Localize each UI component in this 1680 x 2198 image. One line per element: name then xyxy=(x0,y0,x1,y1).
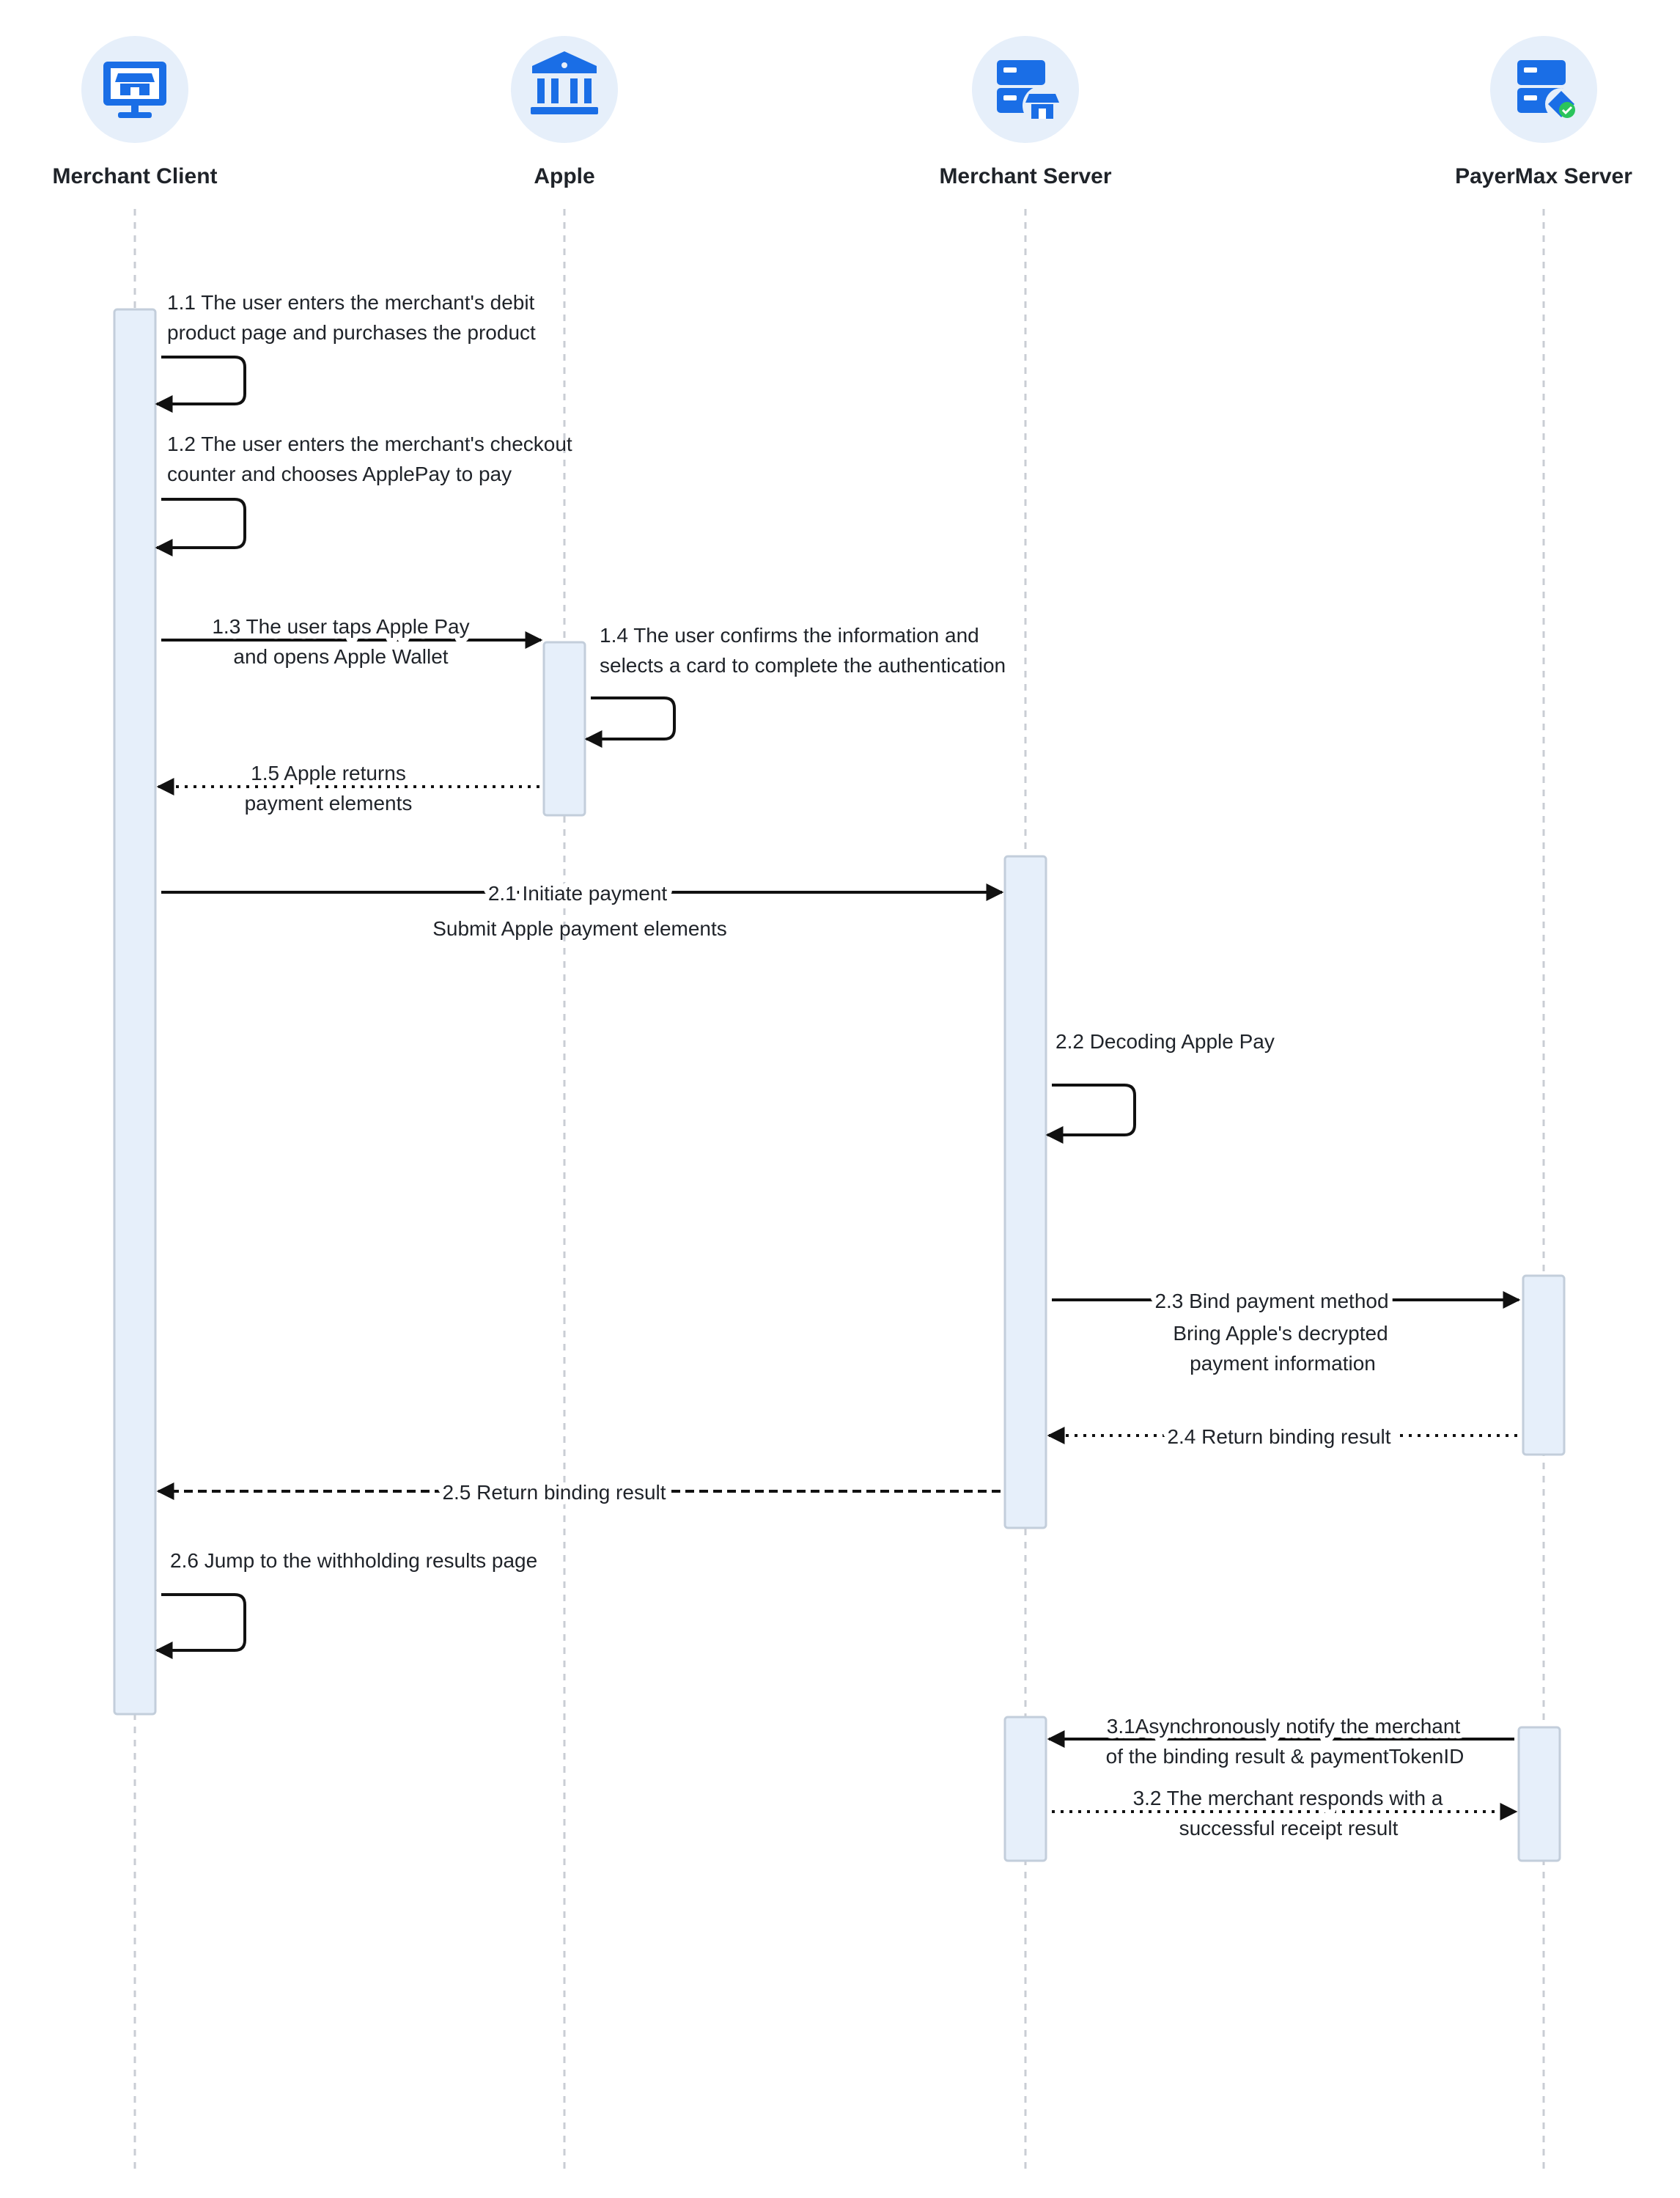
actor-label-apple: Apple xyxy=(534,164,595,188)
activation-merchant-server-1 xyxy=(1005,856,1046,1528)
message-2-1-line-1: 2.1 Initiate payment xyxy=(487,882,668,905)
message-2-2-line-1: 2.2 Decoding Apple Pay xyxy=(1055,1030,1275,1053)
message-2-6-line-1: 2.6 Jump to the withholding results page xyxy=(170,1549,538,1572)
message-1-1-line-2: product page and purchases the product xyxy=(167,321,536,344)
activation-payermax-server-2 xyxy=(1519,1727,1560,1861)
message-2-1-line-2: Submit Apple payment elements xyxy=(432,917,727,940)
actor-label-merchant-client: Merchant Client xyxy=(52,164,218,188)
message-1-1-line-1: 1.1 The user enters the merchant's debit xyxy=(167,291,535,314)
activation-apple xyxy=(544,642,585,815)
message-1-5 xyxy=(158,762,539,815)
message-3-2-line-1: 3.2 The merchant responds with a xyxy=(1132,1787,1443,1809)
message-3-1-line-1: 3.1Asynchronously notify the merchant xyxy=(1106,1715,1461,1738)
actor-merchant-client xyxy=(52,36,217,188)
message-1-4-line-2: selects a card to complete the authentication xyxy=(600,654,1006,677)
message-1-3 xyxy=(161,615,541,668)
message-2-3 xyxy=(1052,1290,1519,1375)
message-3-2-line-2: successful receipt result xyxy=(1179,1817,1399,1839)
activation-merchant-client xyxy=(114,309,155,1714)
actor-apple xyxy=(511,36,618,188)
message-1-2-line-2: counter and chooses ApplePay to pay xyxy=(167,463,512,485)
actor-label-payermax-server: PayerMax Server xyxy=(1455,164,1632,188)
message-2-3-line-1: 2.3 Bind payment method xyxy=(1154,1290,1389,1312)
actor-label-merchant-server: Merchant Server xyxy=(939,164,1112,188)
message-1-3-line-2: and opens Apple Wallet xyxy=(233,645,449,668)
message-1-4-line-1: 1.4 The user confirms the information and xyxy=(600,624,979,647)
message-2-2 xyxy=(1047,1030,1275,1135)
message-1-2 xyxy=(157,433,572,548)
message-1-5-line-2: payment elements xyxy=(244,792,413,815)
message-1-2-line-1: 1.2 The user enters the merchant's checkout xyxy=(167,433,572,455)
activation-merchant-server-2 xyxy=(1005,1717,1046,1861)
message-1-4 xyxy=(586,624,1006,739)
message-3-1 xyxy=(1049,1715,1514,1768)
actor-payermax-server xyxy=(1455,36,1632,188)
message-1-3-line-1: 1.3 The user taps Apple Pay xyxy=(212,615,470,638)
message-1-1 xyxy=(157,291,536,404)
message-2-6 xyxy=(157,1549,537,1650)
message-2-1 xyxy=(161,882,1002,940)
message-2-3-line-3: payment information xyxy=(1190,1352,1376,1375)
activation-payermax-server-1 xyxy=(1523,1276,1564,1455)
message-3-2 xyxy=(1052,1787,1516,1839)
actor-merchant-server xyxy=(939,36,1111,188)
message-2-3-line-2: Bring Apple's decrypted xyxy=(1173,1322,1388,1345)
message-3-1-line-2: of the binding result & paymentTokenID xyxy=(1105,1745,1465,1768)
message-2-5 xyxy=(158,1481,1001,1504)
message-1-5-line-1: 1.5 Apple returns xyxy=(251,762,406,784)
message-2-4-line-1: 2.4 Return binding result xyxy=(1167,1425,1391,1448)
message-2-5-line-1: 2.5 Return binding result xyxy=(442,1481,666,1504)
message-2-4 xyxy=(1049,1425,1517,1448)
